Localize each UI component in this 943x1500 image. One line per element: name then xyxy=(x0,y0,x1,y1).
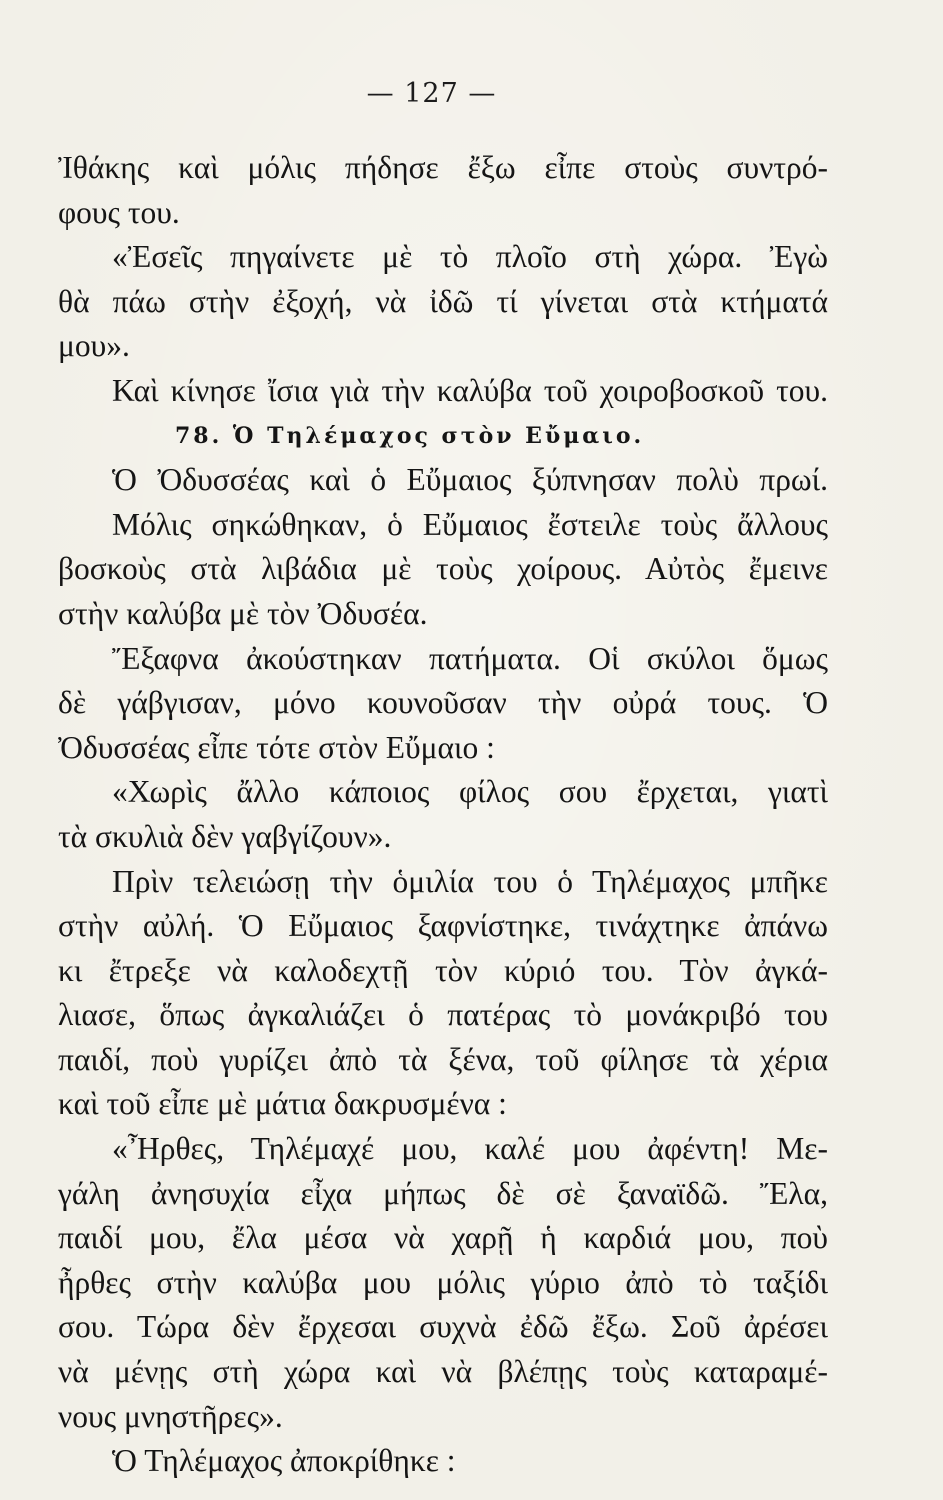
text-line: Ὁ Ὀδυσσέας καὶ ὁ Εὔμαιος ξύπνησαν πολὺ πρωί. xyxy=(112,462,828,498)
text-line: θὰ πάω στὴν ἐξοχή, νὰ ἰδῶ τί γίνεται στὰ κτήματά xyxy=(58,283,828,319)
text-line: Ὀδυσσέας εἶπε τότε στὸν Εὔμαιο : xyxy=(58,729,495,765)
text-line: παιδί μου, ἔλα μέσα νὰ χαρῇ ἡ καρδιά μου, ποὺ xyxy=(58,1220,828,1256)
text-line: ἦρθες στὴν καλύβα μου μόλις γύριο ἀπὸ τὸ ταξίδι xyxy=(58,1264,828,1300)
text-line: τὰ σκυλιὰ δὲν γαβγίζουν». xyxy=(58,818,392,854)
text-line: «Ἦρθες, Τηλέμαχέ μου, καλέ μου ἀφέντη! Με- xyxy=(112,1131,828,1167)
text-line: Μόλις σηκώθηκαν, ὁ Εὔμαιος ἔστειλε τοὺς ἄλλους xyxy=(112,506,828,542)
body-text xyxy=(58,146,828,1484)
text-line: Πρὶν τελειώσῃ τὴν ὁμιλία του ὁ Τηλέμαχος μπῆκε xyxy=(112,863,828,899)
text-line: Καὶ κίνησε ἴσια γιὰ τὴν καλύβα τοῦ χοιροβοσκοῦ του. xyxy=(112,372,828,408)
text-line: Ὁ Τηλέμαχος ἀποκρίθηκε : xyxy=(112,1443,456,1479)
text-line: σου. Τώρα δὲν ἔρχεσαι συχνὰ ἐδῶ ἔξω. Σοῦ ἀρέσει xyxy=(58,1309,828,1345)
text-line: δὲ γάβγισαν, μόνο κουνοῦσαν τὴν οὐρά τους. Ὁ xyxy=(58,685,828,721)
text-line: «Χωρὶς ἄλλο κάποιος φίλος σου ἔρχεται, γιατὶ xyxy=(112,774,828,810)
text-line: στὴν αὐλή. Ὁ Εὔμαιος ξαφνίστηκε, τινάχτηκε ἀπάνω xyxy=(58,908,828,944)
text-line: παιδί, ποὺ γυρίζει ἀπὸ τὰ ξένα, τοῦ φίλησε τὰ χέρια xyxy=(58,1041,828,1077)
text-line: στὴν καλύβα μὲ τὸν Ὀδυσέα. xyxy=(58,595,428,631)
text-line: φους του. xyxy=(58,194,180,230)
text-line: λιασε, ὅπως ἀγκαλιάζει ὁ πατέρας τὸ μονάκριβό του xyxy=(58,997,828,1033)
text-line: Ἔξαφνα ἀκούστηκαν πατήματα. Οἱ σκύλοι ὅμως xyxy=(112,640,828,676)
text-line: καὶ τοῦ εἶπε μὲ μάτια δακρυσμένα : xyxy=(58,1086,507,1122)
text-line: νὰ μένῃς στὴ χώρα καὶ νὰ βλέπῃς τοὺς καταραμέ- xyxy=(58,1354,828,1390)
text-line: Ἰθάκης καὶ μόλις πήδησε ἔξω εἶπε στοὺς συντρό- xyxy=(58,150,828,185)
section-heading: 78. Ὁ Τηλέμαχος στὸν Εὔμαιο. xyxy=(175,422,645,449)
text-line: νους μνηστῆρες». xyxy=(58,1398,283,1434)
text-line: «Ἐσεῖς πηγαίνετε μὲ τὸ πλοῖο στὴ χώρα. Ἐγὼ xyxy=(112,239,828,275)
text-line: μου». xyxy=(58,328,130,364)
text-line: βοσκοὺς στὰ λιβάδια μὲ τοὺς χοίρους. Αὐτὸς ἔμεινε xyxy=(58,551,828,587)
page-number: — 127 — xyxy=(366,78,497,109)
text-line: κι ἔτρεξε νὰ καλοδεχτῇ τὸν κύριό του. Τὸν ἀγκά- xyxy=(58,952,828,988)
text-line: γάλη ἀνησυχία εἶχα μήπως δὲ σὲ ξαναϊδῶ. Ἔλα, xyxy=(58,1175,828,1211)
